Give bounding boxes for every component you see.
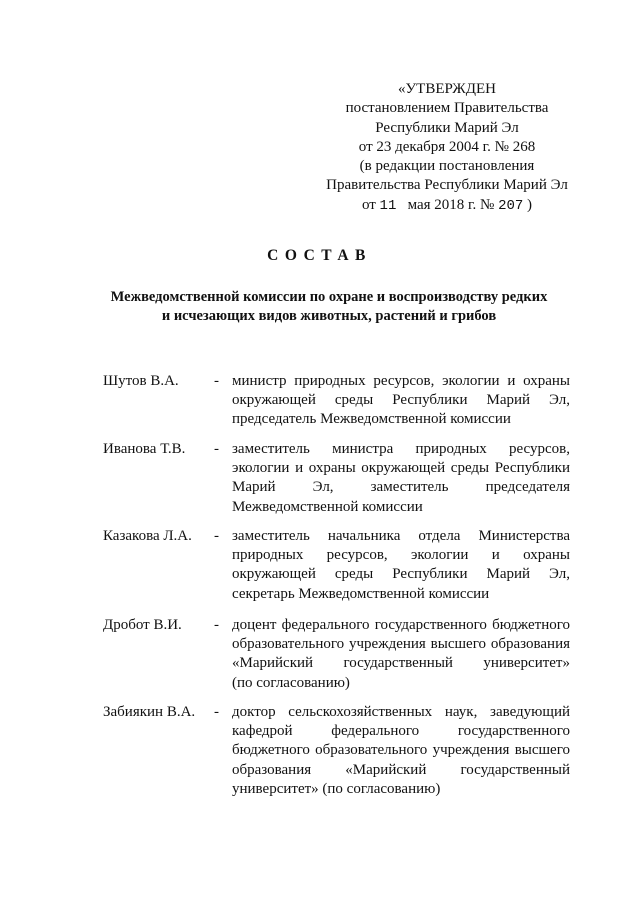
member-name: Казакова Л.А. [103, 528, 192, 544]
member-role [232, 703, 570, 799]
member-role-line: кафедрой федерального государственного [232, 723, 570, 740]
member-dash: - [214, 441, 219, 457]
approval-line: (в редакции постановления [359, 158, 535, 175]
member-role-line: университет» (по согласованию) [232, 780, 441, 797]
document-title: СОСТАВ [267, 247, 372, 264]
member-name: Шутов В.А. [103, 373, 179, 389]
member-role-line: заместитель министра природных ресурсов, [232, 441, 570, 457]
member-role-line: Межведомственной комиссии [232, 498, 423, 515]
approval-decree-number: 207 [498, 197, 524, 214]
member-role [232, 372, 570, 430]
member-role [232, 440, 570, 517]
subtitle-line: и исчезающих видов животных, растений и грибов [161, 308, 497, 324]
member-role [232, 527, 570, 604]
member-dash: - [214, 617, 219, 633]
member-role-line: «Марийский государственный университет» [232, 655, 570, 672]
member-role-line: секретарь Межведомственной комиссии [232, 585, 490, 602]
member-name: Дробот В.И. [103, 617, 182, 633]
approval-line: постановлением Правительства [345, 100, 549, 117]
approval-date-month-year: мая 2018 г. № [407, 196, 495, 213]
approval-line: «УТВЕРЖДЕН [398, 81, 496, 97]
approval-date-day: 11 [379, 197, 397, 214]
approval-date-prefix: от [361, 196, 376, 213]
member-role-line: председатель Межведомственной комиссии [232, 411, 511, 428]
member-role-line: окружающей среды Республики Марий Эл, [232, 566, 570, 583]
member-role-line: Марий Эл, заместитель председателя [232, 479, 570, 496]
member-dash: - [214, 373, 219, 389]
document-subtitle [90, 288, 568, 326]
member-name: Иванова Т.В. [103, 441, 186, 457]
member-role-line: (по согласованию) [232, 674, 350, 691]
member-role-line: образовательного учреждения высшего образования [232, 636, 570, 653]
member-role [232, 616, 570, 693]
approval-date-suffix: ) [527, 196, 533, 213]
approval-stamp-block [318, 80, 576, 216]
member-role-line: заместитель начальника отдела Министерства [232, 528, 570, 544]
member-dash: - [214, 704, 219, 720]
approval-revision-date-line [318, 196, 576, 216]
member-name: Забиякин В.А. [103, 704, 196, 720]
approval-line: Правительства Республики Марий Эл [326, 177, 568, 194]
subtitle-line: Межведомственной комиссии по охране и воспроизводству редких [110, 289, 548, 305]
member-role-line: доктор сельскохозяйственных наук, заведующий [232, 704, 570, 720]
member-role-line: бюджетного образовательного учреждения высшего [232, 742, 570, 759]
member-role-line: образования «Марийский государственный [232, 761, 570, 778]
member-role-line: окружающей среды Республики Марий Эл, [232, 392, 570, 409]
approval-line: Республики Марий Эл [375, 119, 519, 136]
member-role-line: доцент федерального государственного бюджетного [232, 617, 570, 633]
member-dash: - [214, 528, 219, 544]
member-role-line: природных ресурсов, экологии и охраны [232, 547, 570, 564]
approval-line: от 23 декабря 2004 г. № 268 [358, 138, 536, 155]
member-role-line: министр природных ресурсов, экологии и охраны [232, 373, 570, 389]
member-role-line: экологии и охраны окружающей среды Республики [232, 460, 570, 477]
